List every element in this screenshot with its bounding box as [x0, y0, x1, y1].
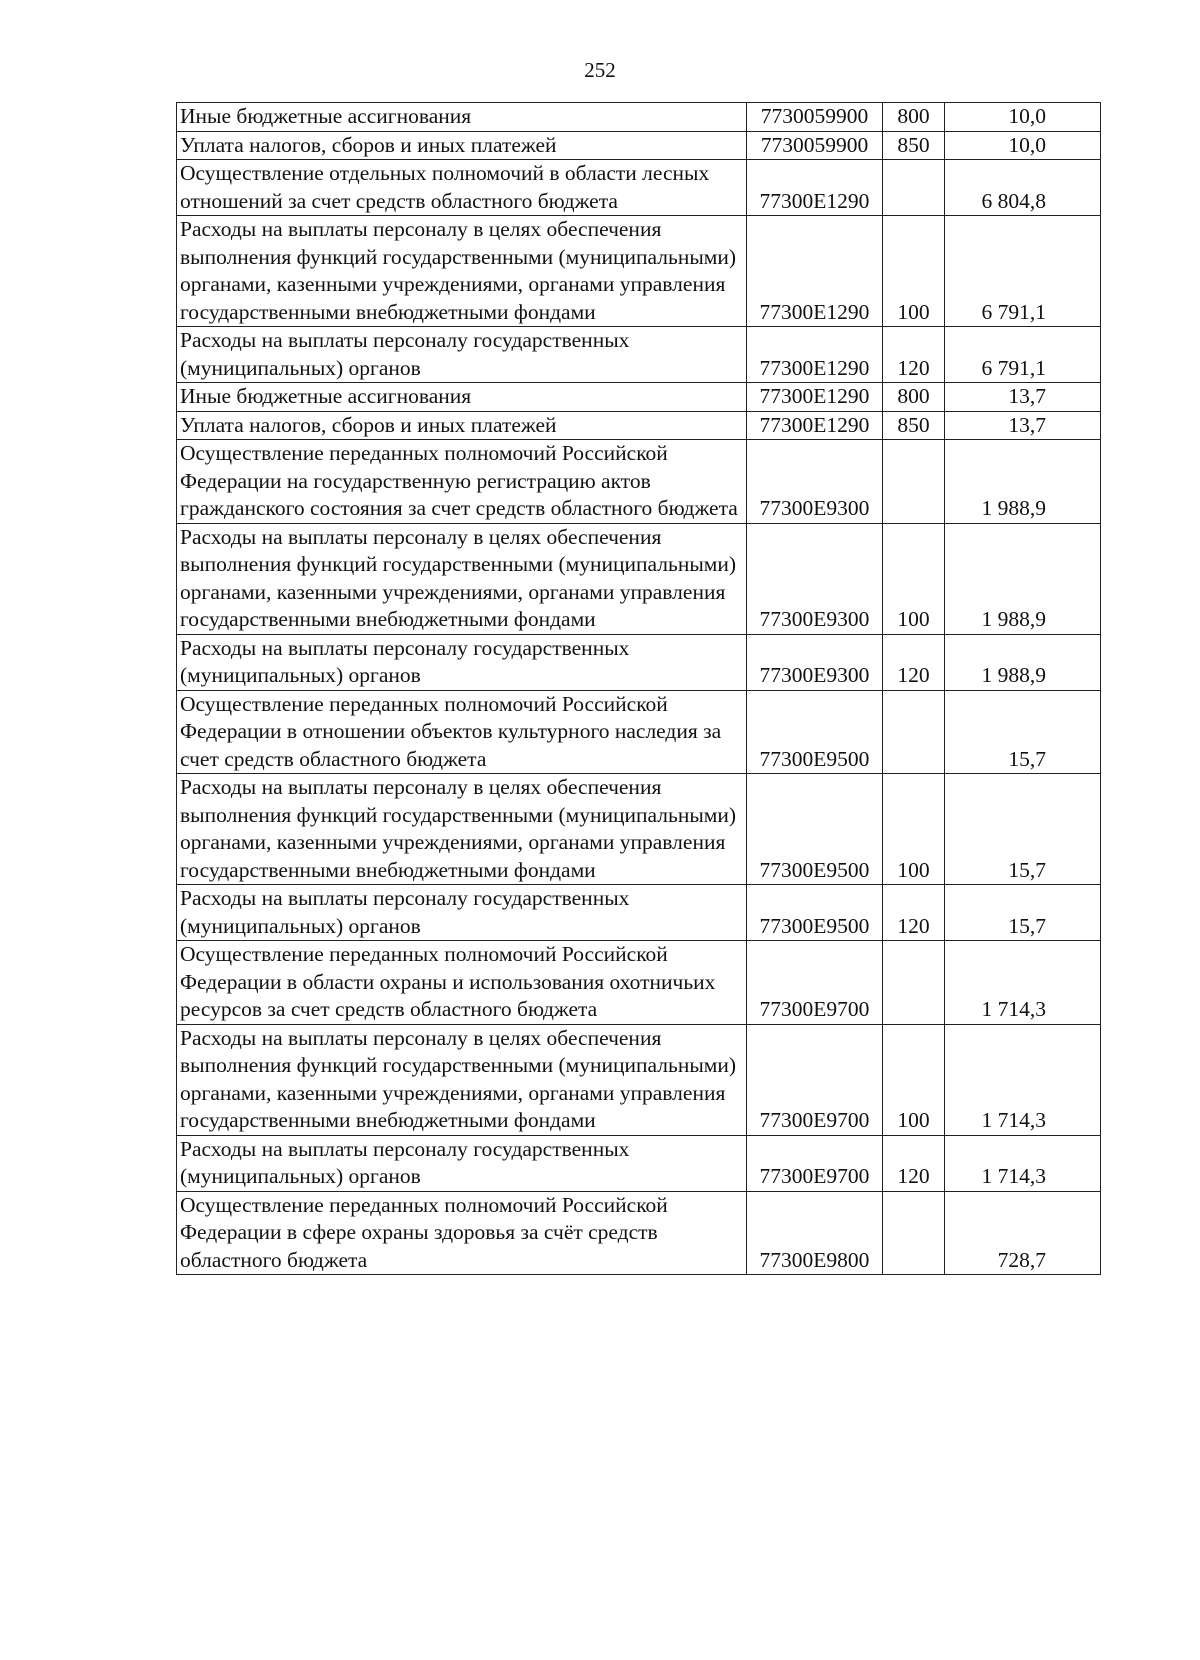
expense-type-cell: 120 [883, 1135, 945, 1191]
table-row [177, 160, 1101, 216]
expense-name-cell: Иные бюджетные ассигнования [177, 383, 747, 412]
target-article-code-cell: 77300Е1290 [747, 216, 883, 327]
target-article-code-cell: 7730059900 [747, 103, 883, 132]
expense-name-cell: Осуществление отдельных полномочий в области лесных отношений за счет средств областного бюджета [177, 160, 747, 216]
expense-name-cell: Расходы на выплаты персоналу в целях обеспечения выполнения функций государственными (муниципальными) органами, казенными учреждениями, органами управления государственными внебюджетными фондами [177, 216, 747, 327]
amount-cell: 15,7 [945, 885, 1101, 941]
table-row [177, 411, 1101, 440]
target-article-code-cell: 77300Е1290 [747, 327, 883, 383]
target-article-code-cell: 77300Е9700 [747, 941, 883, 1025]
budget-table [176, 102, 1101, 1275]
table-row [177, 103, 1101, 132]
expense-name-cell: Уплата налогов, сборов и иных платежей [177, 411, 747, 440]
target-article-code-cell: 77300Е1290 [747, 160, 883, 216]
amount-cell: 1 714,3 [945, 1024, 1101, 1135]
expense-type-cell: 100 [883, 523, 945, 634]
table-row [177, 131, 1101, 160]
target-article-code-cell: 77300Е9300 [747, 523, 883, 634]
expense-type-cell [883, 690, 945, 774]
expense-type-cell [883, 941, 945, 1025]
target-article-code-cell: 77300Е9700 [747, 1135, 883, 1191]
table-row [177, 1024, 1101, 1135]
expense-name-cell: Осуществление переданных полномочий Российской Федерации в отношении объектов культурного наследия за счет средств областного бюджета [177, 690, 747, 774]
amount-cell: 15,7 [945, 774, 1101, 885]
expense-name-cell: Расходы на выплаты персоналу в целях обеспечения выполнения функций государственными (муниципальными) органами, казенными учреждениями, органами управления государственными внебюджетными фондами [177, 1024, 747, 1135]
target-article-code-cell: 77300Е1290 [747, 383, 883, 412]
expense-name-cell: Осуществление переданных полномочий Российской Федерации в сфере охраны здоровья за счёт средств областного бюджета [177, 1191, 747, 1275]
table-row [177, 690, 1101, 774]
expense-type-cell: 120 [883, 634, 945, 690]
expense-type-cell [883, 1191, 945, 1275]
amount-cell: 1 714,3 [945, 1135, 1101, 1191]
expense-type-cell: 800 [883, 383, 945, 412]
expense-type-cell: 100 [883, 774, 945, 885]
expense-name-cell: Расходы на выплаты персоналу в целях обеспечения выполнения функций государственными (муниципальными) органами, казенными учреждениями, органами управления государственными внебюджетными фондами [177, 774, 747, 885]
amount-cell: 1 988,9 [945, 440, 1101, 524]
expense-name-cell: Осуществление переданных полномочий Российской Федерации в области охраны и использования охотничьих ресурсов за счет средств областного бюджета [177, 941, 747, 1025]
target-article-code-cell: 77300Е9500 [747, 885, 883, 941]
expense-name-cell: Расходы на выплаты персоналу в целях обеспечения выполнения функций государственными (муниципальными) органами, казенными учреждениями, органами управления государственными внебюджетными фондами [177, 523, 747, 634]
expense-type-cell: 850 [883, 411, 945, 440]
expense-type-cell: 120 [883, 885, 945, 941]
target-article-code-cell: 77300Е9500 [747, 690, 883, 774]
page-number: 252 [584, 58, 616, 82]
table-row [177, 634, 1101, 690]
table-row [177, 941, 1101, 1025]
target-article-code-cell: 7730059900 [747, 131, 883, 160]
target-article-code-cell: 77300Е9800 [747, 1191, 883, 1275]
target-article-code-cell: 77300Е9700 [747, 1024, 883, 1135]
expense-type-cell [883, 440, 945, 524]
target-article-code-cell: 77300Е9300 [747, 634, 883, 690]
table-row [177, 1135, 1101, 1191]
table-row [177, 327, 1101, 383]
table-row [177, 774, 1101, 885]
target-article-code-cell: 77300Е9300 [747, 440, 883, 524]
expense-name-cell: Расходы на выплаты персоналу государственных (муниципальных) органов [177, 327, 747, 383]
amount-cell: 15,7 [945, 690, 1101, 774]
expense-type-cell: 800 [883, 103, 945, 132]
amount-cell: 1 988,9 [945, 523, 1101, 634]
budget-table-container [176, 102, 1100, 1275]
amount-cell: 1 714,3 [945, 941, 1101, 1025]
amount-cell: 10,0 [945, 103, 1101, 132]
amount-cell: 728,7 [945, 1191, 1101, 1275]
expense-name-cell: Расходы на выплаты персоналу государственных (муниципальных) органов [177, 634, 747, 690]
expense-name-cell: Уплата налогов, сборов и иных платежей [177, 131, 747, 160]
amount-cell: 6 791,1 [945, 216, 1101, 327]
expense-name-cell: Осуществление переданных полномочий Российской Федерации на государственную регистрацию актов гражданского состояния за счет средств областного бюджета [177, 440, 747, 524]
expense-type-cell: 100 [883, 216, 945, 327]
expense-name-cell: Расходы на выплаты персоналу государственных (муниципальных) органов [177, 885, 747, 941]
amount-cell: 1 988,9 [945, 634, 1101, 690]
expense-name-cell: Иные бюджетные ассигнования [177, 103, 747, 132]
table-row [177, 885, 1101, 941]
amount-cell: 13,7 [945, 383, 1101, 412]
amount-cell: 6 791,1 [945, 327, 1101, 383]
amount-cell: 10,0 [945, 131, 1101, 160]
expense-type-cell [883, 160, 945, 216]
expense-type-cell: 120 [883, 327, 945, 383]
table-row [177, 383, 1101, 412]
table-row [177, 1191, 1101, 1275]
target-article-code-cell: 77300Е1290 [747, 411, 883, 440]
target-article-code-cell: 77300Е9500 [747, 774, 883, 885]
table-row [177, 216, 1101, 327]
amount-cell: 6 804,8 [945, 160, 1101, 216]
budget-table-body [177, 103, 1101, 1275]
expense-type-cell: 100 [883, 1024, 945, 1135]
table-row [177, 523, 1101, 634]
table-row [177, 440, 1101, 524]
amount-cell: 13,7 [945, 411, 1101, 440]
expense-name-cell: Расходы на выплаты персоналу государственных (муниципальных) органов [177, 1135, 747, 1191]
expense-type-cell: 850 [883, 131, 945, 160]
